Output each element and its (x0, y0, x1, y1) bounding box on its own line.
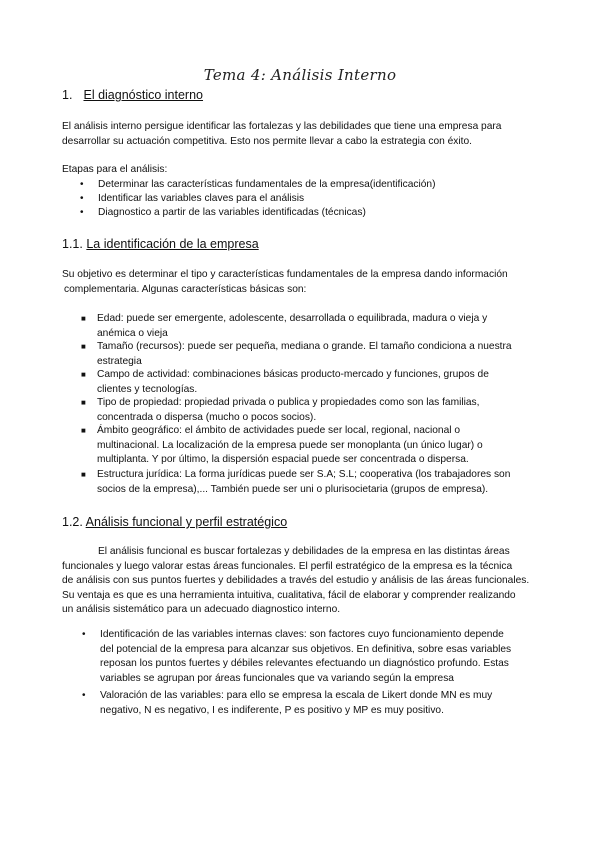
bullet-icon: • (80, 207, 84, 218)
text-line: Su objetivo es determinar el tipo y características fundamentales de la empresa dando información (62, 269, 508, 280)
bullet-icon: • (82, 629, 86, 640)
stage-item: • Diagnostico a partir de las variables identificadas (técnicas) (98, 206, 366, 221)
section-title: El diagnóstico interno (83, 88, 204, 102)
analysis-bullet: • Valoración de las variables: para ello se empresa la escala de Likert donde MN es muy negativo, N es negativo, I es indiferente, P es positivo y MP es muy positivo. (82, 690, 493, 716)
text-line: complementaria. Algunas características básicas son: (64, 283, 307, 295)
analysis-bullet: • Identificación de las variables internas claves: son factores cuyo funcionamiento depende del potencial de la empresa para alcanzar sus objetivos. En definitiva, sobre esas variables reposan los puntos fuertes y débiles relevantes efectuando un diagnóstico profundo. Estas variables se agrupan por áreas funcionales que va variando según la empresa (82, 629, 512, 684)
characteristic-item: ■ Estructura jurídica: La forma jurídicas puede ser S.A; S.L; cooperativa (los trabajadores son socios de la empresa),... También puede ser uni o plurisocietaria (grupos de empresa). (81, 469, 511, 495)
section-title: La identificación de la empresa (86, 237, 259, 251)
square-bullet-icon: ■ (81, 370, 86, 379)
text-line: Su ventaja es que es una herramienta intuitiva, cualitativa, fácil de elaborar y comprender realizando (62, 589, 516, 601)
stage-item: • Identificar las variables claves para el análisis (98, 192, 304, 207)
bullet-icon: • (80, 179, 84, 190)
square-bullet-icon: ■ (81, 426, 86, 435)
bullet-icon: • (80, 193, 84, 204)
section-1-2-heading (62, 515, 287, 529)
section-1-1-heading (62, 237, 259, 251)
square-bullet-icon: ■ (81, 398, 86, 407)
text-line: El análisis interno persigue identificar las fortalezas y las debilidades que tiene una empresa para (62, 121, 502, 132)
stages-label: Etapas para el análisis: (62, 164, 168, 175)
square-bullet-icon: ■ (81, 314, 86, 323)
characteristic-item: ■ Tipo de propiedad: propiedad privada o publica y propiedades como son las familias, concentrada o dispersa (mucho o pocos socios). (81, 397, 480, 423)
square-bullet-icon: ■ (81, 470, 86, 479)
section-1-1-intro (62, 268, 542, 297)
bullet-icon: • (82, 690, 86, 701)
characteristic-item: ■ Edad: puede ser emergente, adolescente, desarrollada o equilibrada, madura o vieja y anémica o vieja (81, 313, 488, 339)
section-title: Análisis funcional y perfil estratégico (85, 515, 288, 529)
characteristic-item: ■ Campo de actividad: combinaciones básicas producto-mercado y funciones, grupos de clientes y tecnologías. (81, 369, 489, 395)
stage-item: • Determinar las características fundamentales de la empresa(identificación) (98, 178, 435, 193)
text-line: un análisis sistemático para un adecuado diagnostico interno. (62, 604, 341, 615)
text-line: El análisis funcional es buscar fortalezas y debilidades de la empresa en las distintas áreas (98, 546, 510, 557)
section-1-intro (62, 120, 542, 149)
section-number: 1.2. (62, 515, 83, 529)
page-title: Tema 4: Análisis Interno (203, 66, 397, 84)
section-number: 1.1. (62, 237, 83, 251)
section-number: 1. (62, 88, 73, 102)
characteristic-item: ■ Ámbito geográfico: el ámbito de actividades puede ser local, regional, nacional o multinacional. La localización de la empresa puede ser monoplanta (un único lugar) o multiplanta. Y por último, la dispersión espacial puede ser concentrada o dispersa. (81, 425, 483, 465)
text-line: desarrollar su actuación competitiva. Esto nos permite llevar a cabo la estrategia con éxito. (62, 135, 472, 147)
section-1-2-paragraph (62, 545, 540, 618)
text-line: funcionales y luego valorar estas áreas funcionales. El perfil estratégico de la empresa es la técnica (62, 560, 513, 572)
square-bullet-icon: ■ (81, 342, 86, 351)
text-line: de análisis con sus puntos fuertes y debilidades a través del estudio y análisis de las áreas funcionales. (62, 575, 530, 586)
section-1-heading (62, 88, 203, 102)
characteristic-item: ■ Tamaño (recursos): puede ser pequeña, mediana o grande. El tamaño condiciona a nuestra estrategia (81, 341, 512, 367)
